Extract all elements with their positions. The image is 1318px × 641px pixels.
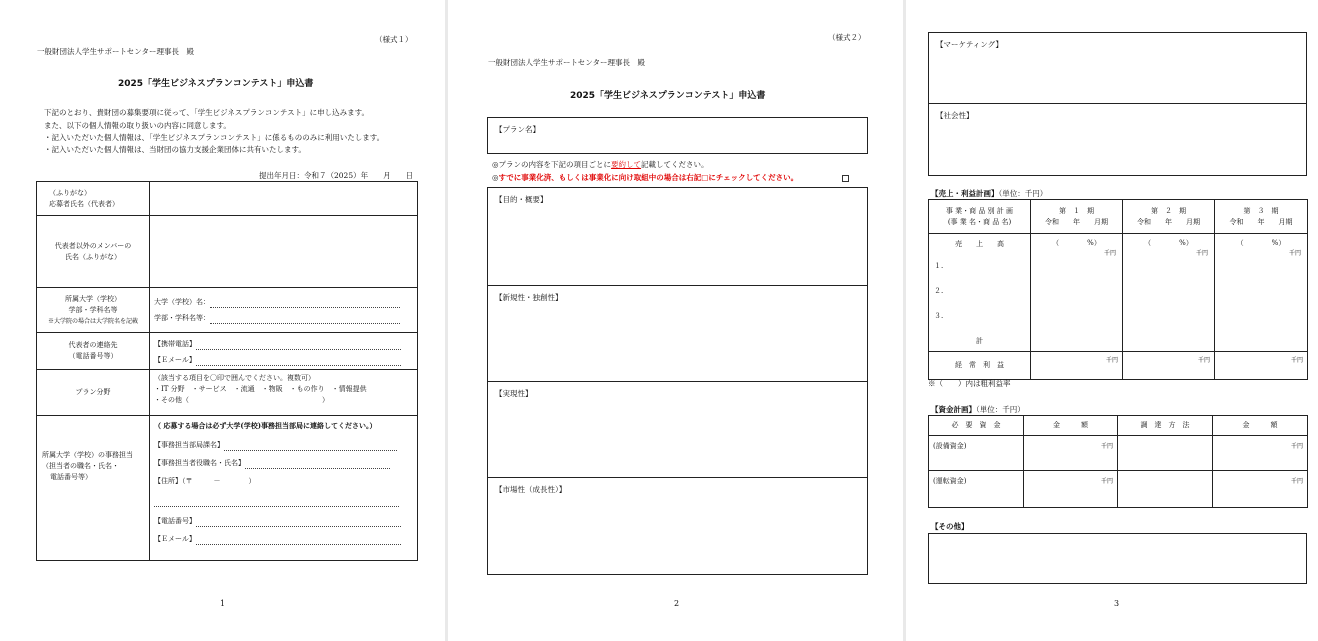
office-field bbox=[150, 416, 418, 561]
furigana-label: （ふりがな） bbox=[49, 188, 91, 197]
other-heading: 【その他】 bbox=[931, 522, 969, 531]
applicant-name-label: 応募者氏名（代表者） bbox=[49, 199, 119, 208]
funds-header: 調 達 方 法 bbox=[1118, 416, 1213, 436]
university-name-input[interactable] bbox=[210, 300, 400, 308]
other-box[interactable] bbox=[928, 533, 1307, 584]
office-address-label: 【住所】（〒 － ） bbox=[154, 477, 256, 485]
profit-period-3[interactable] bbox=[1215, 352, 1308, 380]
unit-label: 千円 bbox=[1100, 478, 1113, 485]
operating-funds-amount[interactable] bbox=[1024, 471, 1118, 508]
period-1-header bbox=[1031, 200, 1123, 234]
purpose-section[interactable] bbox=[488, 188, 867, 286]
unit-label: 千円 bbox=[1290, 478, 1303, 485]
sales-plan-title: 【売上・利益計画】 bbox=[931, 189, 999, 198]
form-page-1 bbox=[0, 0, 445, 641]
applicant-label bbox=[37, 182, 150, 216]
sales-item: １. bbox=[934, 262, 944, 270]
contact-label-line: （電話番号等） bbox=[68, 352, 118, 360]
sales-item: ３. bbox=[934, 312, 944, 320]
department-name-label: 学部・学科名等： bbox=[154, 314, 210, 322]
office-phone-input[interactable] bbox=[196, 519, 401, 527]
mobile-label: 【携帯電話】 bbox=[154, 340, 196, 348]
sales-plan-head-line: (事 業 名・商 品 名) bbox=[947, 217, 1012, 226]
office-label-line: 所属大学（学校）の事務担当 bbox=[42, 451, 133, 459]
operating-source-amount[interactable] bbox=[1213, 471, 1308, 508]
members-field[interactable] bbox=[150, 216, 418, 288]
operating-funds-source[interactable] bbox=[1118, 471, 1213, 508]
period-name: 第 ３ 期 bbox=[1243, 206, 1279, 215]
page-number: 1 bbox=[220, 599, 226, 608]
plan-name-box[interactable] bbox=[487, 117, 868, 154]
office-address-input[interactable] bbox=[154, 499, 399, 507]
margin-rate: （ %） bbox=[1236, 239, 1286, 247]
mobile-input[interactable] bbox=[196, 342, 401, 350]
intro-line: また、以下の個人情報の取り扱いの内容に同意します。 bbox=[44, 121, 231, 130]
unit-label: 千円 bbox=[1197, 357, 1210, 364]
funds-header: 必 要 資 金 bbox=[929, 416, 1024, 436]
office-phone-label: 【電話番号】 bbox=[154, 517, 196, 525]
instruction-text: 記載してください。 bbox=[641, 160, 709, 169]
office-label bbox=[37, 416, 150, 561]
office-person-label: 【事務担当者役職名・氏名】 bbox=[154, 459, 245, 467]
addressee: 一般財団法人学生サポートセンター理事長 殿 bbox=[488, 58, 645, 67]
plan-field-label: プラン分野 bbox=[37, 370, 150, 416]
university-label-line: 学部・学科名等 bbox=[68, 305, 118, 314]
unit-label: 千円 bbox=[1105, 357, 1118, 364]
sales-period-2[interactable] bbox=[1123, 234, 1215, 352]
form-number: （様式１） bbox=[375, 35, 413, 44]
marketability-section[interactable] bbox=[488, 478, 867, 574]
form-page-2 bbox=[448, 0, 903, 641]
page-number: 2 bbox=[674, 599, 680, 608]
sales-plan-head-line: 事 業・商 品 別 計 画 bbox=[945, 206, 1014, 215]
page-title: 2025「学生ビジネスプランコンテスト」申込書 bbox=[570, 91, 766, 101]
funds-plan-table bbox=[928, 415, 1308, 508]
profit-label: 経 常 利 益 bbox=[929, 352, 1031, 380]
form-number: （様式２） bbox=[828, 33, 866, 42]
funds-header: 金 額 bbox=[1213, 416, 1308, 436]
office-label-line: 電話番号等） bbox=[50, 473, 92, 481]
university-name-label: 大学（学校）名： bbox=[154, 298, 210, 306]
note-mark: ◎ bbox=[492, 173, 499, 182]
university-note: ※大学院の場合は大学院名を記載 bbox=[47, 317, 138, 325]
intro-line: 下記のとおり、貴財団の募集要項に従って、「学生ビジネスプランコンテスト」に申し込みます。 bbox=[44, 108, 369, 117]
office-dept-label: 【事務担当部局課名】 bbox=[154, 441, 224, 449]
sales-label: 売 上 高 bbox=[955, 240, 1004, 248]
members-label-line: 代表者以外のメンバーの bbox=[54, 241, 132, 250]
unit-label: 千円 bbox=[1100, 443, 1113, 450]
commercialized-instruction: すでに事業化済、もしくは事業化に向け取組中の場合は右記□にチェックしてください。 bbox=[498, 173, 799, 182]
university-field bbox=[150, 288, 418, 333]
university-label-line: 所属大学（学校） bbox=[65, 294, 121, 303]
period-2-header bbox=[1123, 200, 1215, 234]
contact-label bbox=[37, 333, 150, 370]
unit-label: 千円 bbox=[1288, 250, 1301, 257]
contact-label-line: 代表者の連絡先 bbox=[68, 341, 118, 349]
novelty-section[interactable] bbox=[488, 286, 867, 382]
department-name-input[interactable] bbox=[210, 316, 400, 324]
intro-line: ・記入いただいた個人情報は、「学生ビジネスプランコンテスト」に係るもののみに利用いたします。 bbox=[44, 133, 385, 142]
margin-footnote: ※（ ）内は粗利益率 bbox=[928, 379, 1011, 388]
funds-header: 金 額 bbox=[1024, 416, 1118, 436]
marketability-label: 【市場性（成長性）】 bbox=[495, 485, 567, 494]
marketing-section[interactable] bbox=[929, 33, 1306, 104]
commercialized-note bbox=[492, 172, 798, 183]
application-table bbox=[36, 181, 418, 561]
period-name: 第 １ 期 bbox=[1059, 206, 1094, 215]
novelty-label: 【新規性・独創性】 bbox=[495, 293, 563, 302]
sales-plan-unit: （単位：千円） bbox=[998, 189, 1048, 198]
submit-date: 提出年月日：令和７（2025）年 月 日 bbox=[259, 171, 414, 180]
plan-name-label: 【プラン名】 bbox=[495, 125, 540, 134]
period-name: 第 ２ 期 bbox=[1151, 206, 1186, 215]
operating-funds-label: (運転資金) bbox=[929, 471, 1024, 508]
sales-period-3[interactable] bbox=[1215, 234, 1308, 352]
funds-plan-title: 【資金計画】 bbox=[931, 405, 976, 414]
page-number: 3 bbox=[1114, 599, 1120, 608]
addressee: 一般財団法人学生サポートセンター理事長 殿 bbox=[37, 47, 194, 56]
office-notice: （ 応募する場合は必ず大学(学校)事務担当部局に連絡してください。） bbox=[154, 421, 377, 430]
profit-period-1[interactable] bbox=[1031, 352, 1123, 380]
period-3-header bbox=[1215, 200, 1308, 234]
period-date: 令和 年 月期 bbox=[1045, 217, 1108, 226]
period-date: 令和 年 月期 bbox=[1137, 217, 1200, 226]
university-label bbox=[37, 288, 150, 333]
sales-period-1[interactable] bbox=[1031, 234, 1123, 352]
sales-item: ２. bbox=[934, 287, 944, 295]
purpose-label: 【目的・概要】 bbox=[495, 195, 548, 204]
page-title: 2025「学生ビジネスプランコンテスト」申込書 bbox=[118, 79, 314, 89]
feasibility-label: 【実現性】 bbox=[495, 389, 533, 398]
margin-rate: （ %） bbox=[1052, 239, 1101, 247]
social-section[interactable] bbox=[929, 104, 1306, 175]
members-label bbox=[37, 216, 150, 288]
sales-label-cell bbox=[929, 234, 1031, 352]
instruction-emphasis: 要約して bbox=[611, 160, 642, 169]
period-date: 令和 年 月期 bbox=[1229, 217, 1293, 226]
email-input[interactable] bbox=[196, 358, 401, 366]
equipment-source-amount[interactable] bbox=[1213, 436, 1308, 471]
office-label-line: （担当者の職名・氏名・ bbox=[42, 462, 119, 470]
plan-sections-box bbox=[487, 187, 868, 575]
unit-label: 千円 bbox=[1195, 250, 1208, 257]
unit-label: 千円 bbox=[1290, 443, 1303, 450]
total-label: 計 bbox=[976, 337, 983, 345]
plan-field-choices[interactable]: ・IT 分野 ・サービス ・流通 ・物販 ・もの作り ・情報提供 bbox=[154, 385, 367, 393]
office-email-label: 【Ｅメール】 bbox=[154, 535, 196, 543]
applicant-name-field[interactable] bbox=[150, 182, 418, 216]
equipment-funds-amount[interactable] bbox=[1024, 436, 1118, 471]
instruction-text: ◎プランの内容を下記の項目ごとに bbox=[492, 160, 612, 169]
unit-label: 千円 bbox=[1103, 250, 1116, 257]
office-person-input[interactable] bbox=[245, 461, 390, 469]
members-label-line: 氏名（ふりがな） bbox=[65, 252, 121, 261]
office-email-input[interactable] bbox=[196, 537, 401, 545]
equipment-funds-source[interactable] bbox=[1118, 436, 1213, 471]
funds-plan-heading bbox=[931, 404, 1025, 415]
feasibility-section[interactable] bbox=[488, 382, 867, 478]
unit-label: 千円 bbox=[1290, 357, 1303, 364]
intro-line: ・記入いただいた個人情報は、当財団の協力支援企業団体に共有いたします。 bbox=[44, 145, 306, 154]
funds-plan-unit: （単位：千円） bbox=[976, 405, 1025, 414]
contact-field bbox=[150, 333, 418, 370]
sales-plan-table bbox=[928, 199, 1308, 380]
plan-field-note: （該当する項目を〇印で囲んでください。複数可） bbox=[154, 374, 315, 382]
form-page-3 bbox=[906, 0, 1318, 641]
profit-period-2[interactable] bbox=[1123, 352, 1215, 380]
plan-field-other[interactable]: ・その他（ ） bbox=[154, 396, 329, 404]
social-label: 【社会性】 bbox=[936, 111, 974, 120]
sales-plan-head-label bbox=[929, 200, 1031, 234]
summary-instruction bbox=[492, 159, 709, 170]
marketing-label: 【マーケティング】 bbox=[936, 40, 1003, 49]
margin-rate: （ %） bbox=[1144, 239, 1193, 247]
equipment-funds-label: (設備資金) bbox=[929, 436, 1024, 471]
marketing-social-box bbox=[928, 32, 1307, 176]
plan-field-options bbox=[150, 370, 418, 416]
email-label: 【Ｅメール】 bbox=[154, 356, 196, 364]
office-dept-input[interactable] bbox=[224, 443, 397, 451]
commercialized-checkbox[interactable] bbox=[842, 173, 849, 182]
sales-plan-heading bbox=[931, 188, 1047, 199]
